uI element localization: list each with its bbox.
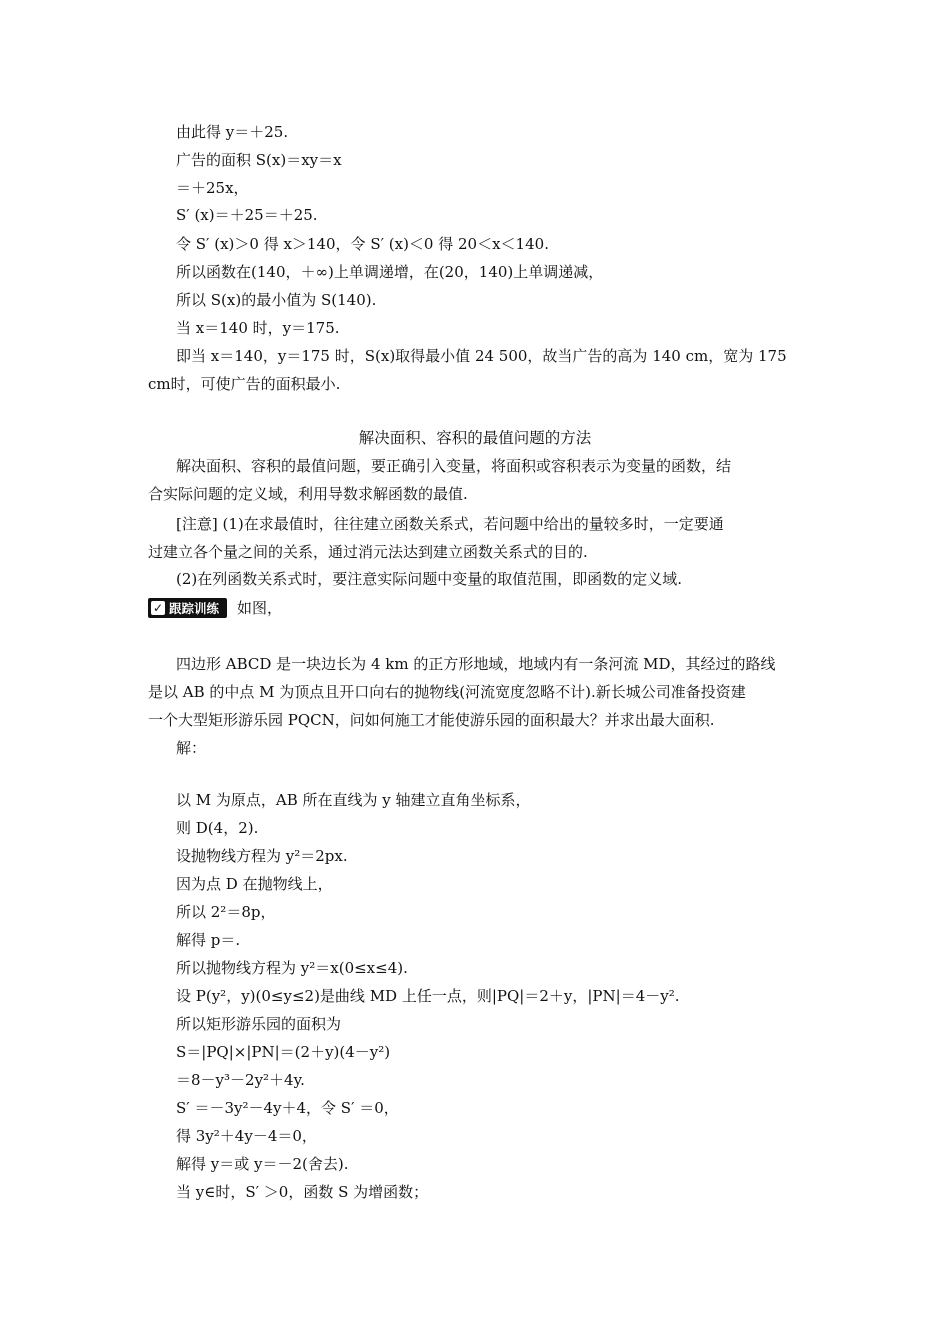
text-line: ＝8－y³－2y²＋4y. <box>176 1071 305 1089</box>
checkmark-icon: ✓ <box>152 600 164 615</box>
practice-heading <box>148 597 282 618</box>
text-line: 令 S′ (x)＞0 得 x＞140，令 S′ (x)＜0 得 20＜x＜140. <box>176 235 549 253</box>
practice-badge <box>148 598 227 618</box>
text-line: 所以函数在(140，＋∞)上单调递增，在(20，140)上单调递减， <box>176 263 604 281</box>
text-line: 解得 y＝或 y＝－2(舍去). <box>176 1155 349 1173</box>
text-line: 得 3y²＋4y－4＝0， <box>176 1127 317 1145</box>
note-line: [注意] (1)在求最值时，往往建立函数关系式，若问题中给出的量较多时，一定要通 <box>176 515 724 533</box>
text-line: 当 x＝140 时，y＝175. <box>176 319 340 337</box>
text-line: 四边形 ABCD 是一块边长为 4 km 的正方形地域，地域内有一条河流 MD，其经过的路线 <box>176 655 776 673</box>
text-line: 解决面积、容积的最值问题，要正确引入变量，将面积或容积表示为变量的函数，结 <box>176 457 732 475</box>
text-line: 以 M 为原点，AB 所在直线为 y 轴建立直角坐标系， <box>176 791 531 809</box>
text-line: 广告的面积 S(x)＝xy＝x <box>176 151 342 169</box>
text-line: 解： <box>176 739 207 757</box>
text-line: 一个大型矩形游乐园 PQCN，问如何施工才能使游乐园的面积最大？并求出最大面积. <box>148 711 715 729</box>
text-line: S′ (x)＝＋25＝＋25. <box>176 206 318 224</box>
text-line: S′ ＝－3y²－4y＋4，令 S′ ＝0， <box>176 1099 399 1117</box>
text-line: 是以 AB 的中点 M 为顶点且开口向右的抛物线(河流宽度忽略不计).新长城公司准备投资建 <box>148 683 746 701</box>
text-line: 所以 2²＝8p， <box>176 903 276 921</box>
text-line: ＝＋25x， <box>176 179 249 197</box>
text-line: 过建立各个量之间的关系，通过消元法达到建立函数关系式的目的. <box>148 543 588 561</box>
text-line: 由此得 y＝＋25. <box>176 123 289 141</box>
text-line: S＝|PQ|×|PN|＝(2＋y)(4－y²) <box>176 1043 391 1061</box>
text-line: 解得 p＝. <box>176 931 241 949</box>
text-line: 即当 x＝140，y＝175 时，S(x)取得最小值 24 500，故当广告的高为 140 cm，宽为 175 <box>176 347 787 365</box>
section-title: 解决面积、容积的最值问题的方法 <box>358 429 592 447</box>
text-line: 所以 S(x)的最小值为 S(140). <box>176 291 377 309</box>
text-line: 因为点 D 在抛物线上， <box>176 875 333 893</box>
practice-intro: 如图， <box>237 599 283 617</box>
text-line: (2)在列函数关系式时，要注意实际问题中变量的取值范围，即函数的定义域. <box>176 570 683 588</box>
text-line: 设抛物线方程为 y²＝2px. <box>176 847 348 865</box>
text-line: 所以抛物线方程为 y²＝x(0≤x≤4). <box>176 959 408 977</box>
text-line: 设 P(y²，y)(0≤y≤2)是曲线 MD 上任一点，则|PQ|＝2＋y，|PN|＝4－y². <box>176 987 680 1005</box>
text-line: 合实际问题的定义域，利用导数求解函数的最值. <box>148 485 468 503</box>
text-line: 则 D(4，2). <box>176 819 259 837</box>
text-line: 所以矩形游乐园的面积为 <box>176 1015 342 1033</box>
text-line: cm时，可使广告的面积最小. <box>148 375 341 393</box>
text-line: 当 y∈时，S′ ＞0，函数 S 为增函数； <box>176 1183 429 1201</box>
practice-badge-label: 跟踪训练 <box>169 600 220 616</box>
